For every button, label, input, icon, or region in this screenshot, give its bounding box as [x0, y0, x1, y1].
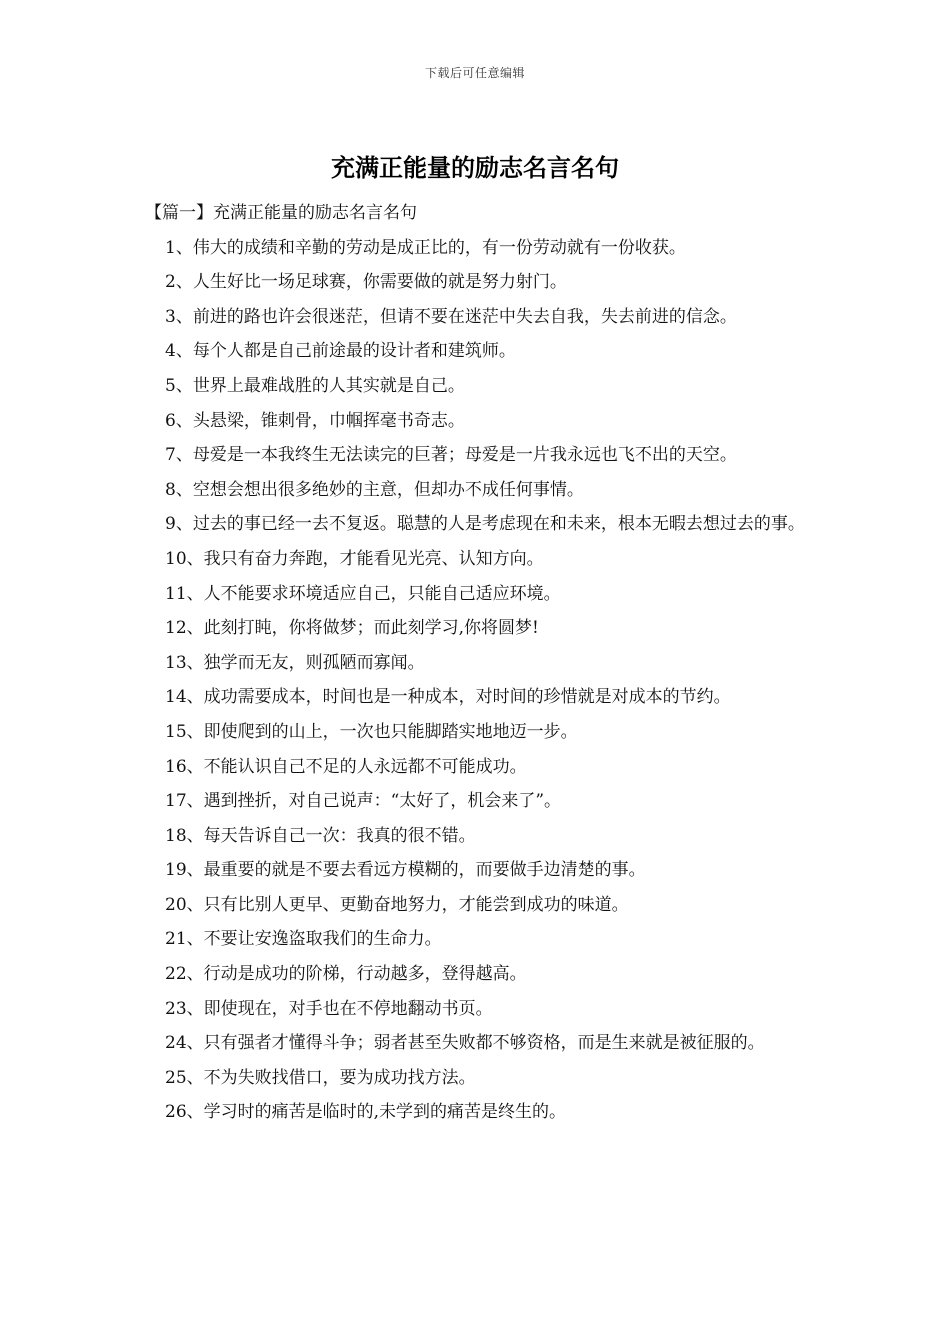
quote-item: 2、人生好比一场足球赛，你需要做的就是努力射门。	[165, 272, 567, 293]
quote-item: 5、世界上最难战胜的人其实就是自己。	[165, 375, 465, 396]
quote-item: 23、即使现在，对手也在不停地翻动书页。	[165, 998, 493, 1019]
quote-item: 24、只有强者才懂得斗争；弱者甚至失败都不够资格，而是生来就是被征服的。	[165, 1033, 765, 1054]
quote-item: 3、前进的路也许会很迷茫，但请不要在迷茫中失去自我，失去前进的信念。	[165, 306, 737, 327]
quote-item: 10、我只有奋力奔跑，才能看见光亮、认知方向。	[165, 548, 544, 569]
quote-item: 19、最重要的就是不要去看远方模糊的，而要做手边清楚的事。	[165, 860, 646, 881]
quote-item: 11、人不能要求环境适应自己，只能自己适应环境。	[165, 583, 561, 604]
quote-item: 20、只有比别人更早、更勤奋地努力，才能尝到成功的味道。	[165, 894, 629, 915]
quote-item: 25、不为失败找借口，要为成功找方法。	[165, 1067, 476, 1088]
quote-item: 12、此刻打盹，你将做梦；而此刻学习,你将圆梦!	[165, 618, 539, 639]
quote-item: 13、独学而无友，则孤陋而寡闻。	[165, 652, 425, 673]
quote-item: 8、空想会想出很多绝妙的主意，但却办不成任何事情。	[165, 479, 584, 500]
quote-item: 1、伟大的成绩和辛勤的劳动是成正比的，有一份劳动就有一份收获。	[165, 237, 686, 258]
quote-item: 26、学习时的痛苦是临时的,未学到的痛苦是终生的。	[165, 1102, 567, 1123]
quote-item: 7、母爱是一本我终生无法读完的巨著；母爱是一片我永远也飞不出的天空。	[165, 445, 737, 466]
quote-item: 4、每个人都是自己前途最的设计者和建筑师。	[165, 341, 516, 362]
document-body	[145, 196, 810, 1130]
quote-item: 17、遇到挫折，对自己说声：“太好了，机会来了”。	[165, 791, 562, 812]
document-title: 充满正能量的励志名言名句	[331, 154, 619, 182]
quote-item: 21、不要让安逸盗取我们的生命力。	[165, 929, 442, 950]
quote-item: 6、头悬梁，锥刺骨，巾帼挥毫书奇志。	[165, 410, 465, 431]
quote-item: 16、不能认识自己不足的人永远都不可能成功。	[165, 756, 527, 777]
quote-item: 14、成功需要成本，时间也是一种成本，对时间的珍惜就是对成本的节约。	[165, 687, 731, 708]
quote-item: 22、行动是成功的阶梯，行动越多，登得越高。	[165, 964, 527, 985]
quote-list	[145, 231, 810, 1130]
section-label: 【篇一】充满正能量的励志名言名句	[145, 203, 417, 223]
header-note: 下载后可任意编辑	[424, 66, 525, 80]
quote-item: 9、过去的事已经一去不复返。聪慧的人是考虑现在和未来，根本无暇去想过去的事。	[165, 514, 805, 535]
quote-item: 15、即使爬到的山上，一次也只能脚踏实地地迈一步。	[165, 721, 578, 742]
quote-item: 18、每天告诉自己一次：我真的很不错。	[165, 825, 476, 846]
